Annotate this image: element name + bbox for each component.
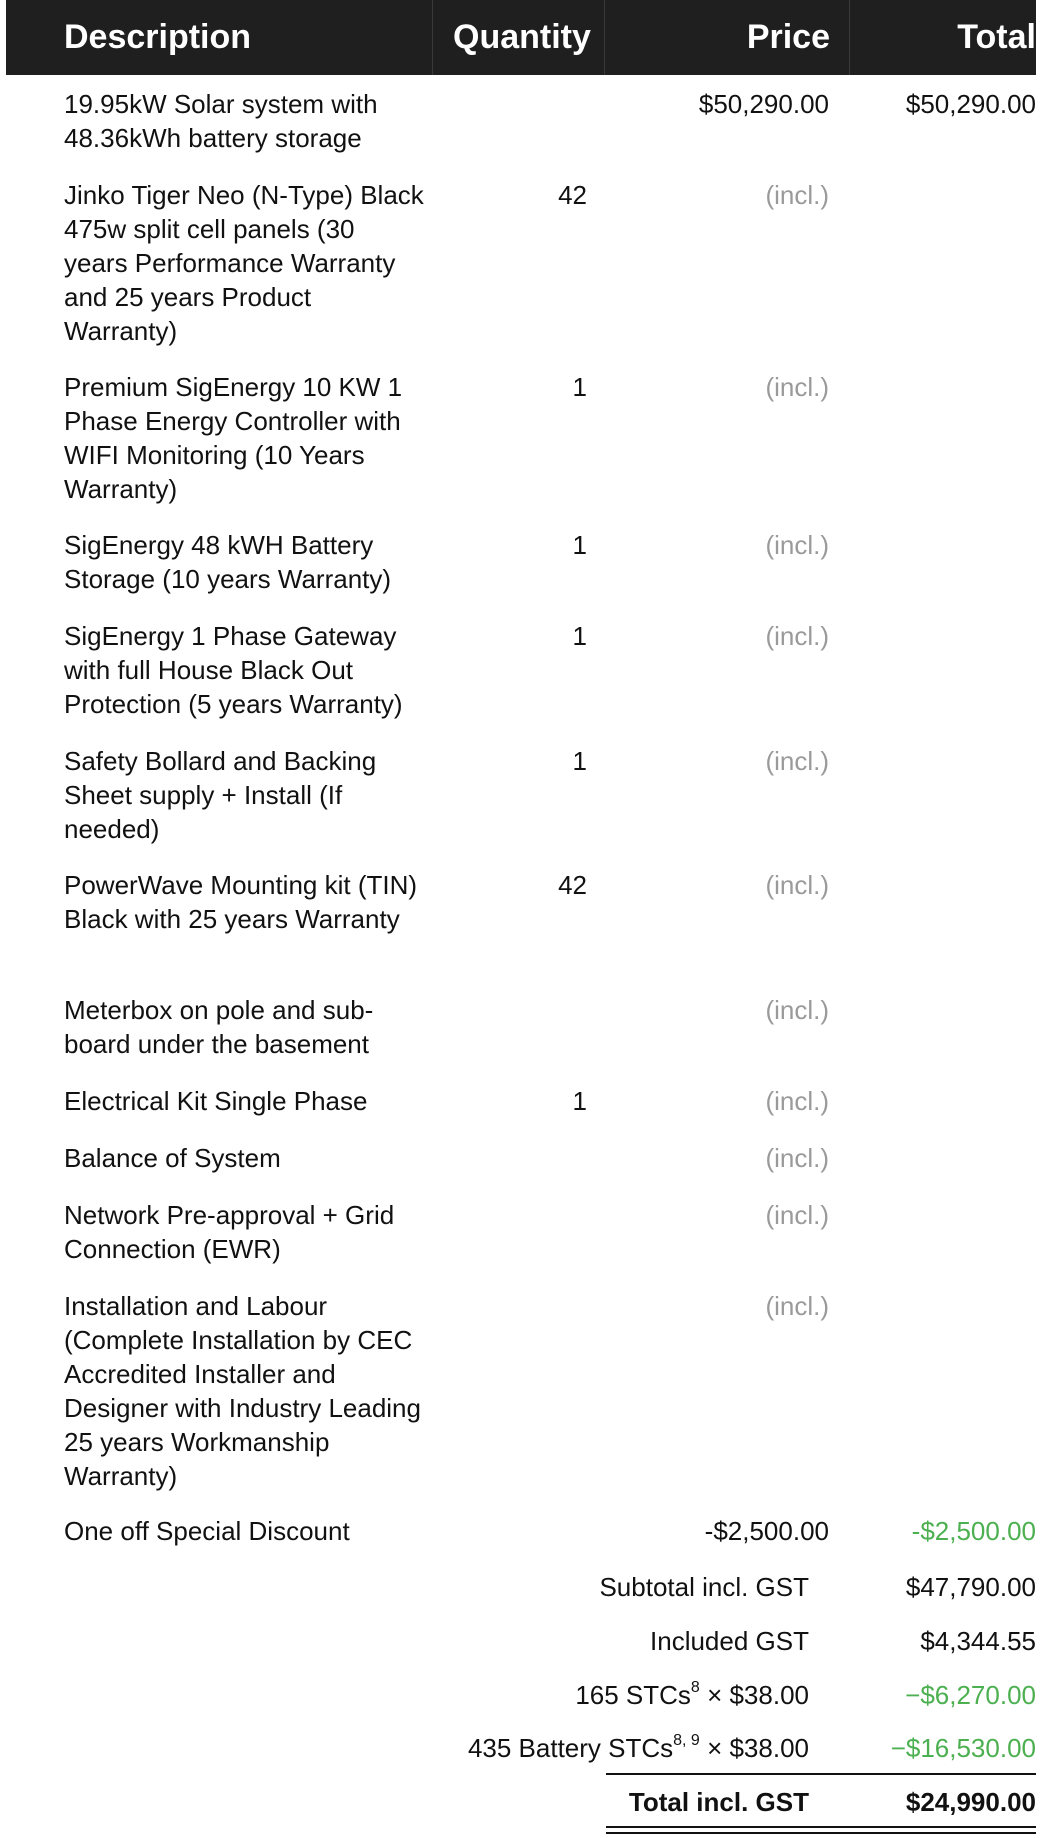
item-description: PowerWave Mounting kit (TIN) Black with 25 years Warranty [64,870,418,934]
item-price: (incl.) [765,372,829,402]
item-quantity: 1 [572,746,587,776]
gst-label: Included GST [650,1626,809,1656]
item-quantity: 42 [558,870,587,900]
total-double-underline [606,1826,1036,1828]
item-description: Meterbox on pole and sub-board under the basement [64,995,374,1059]
item-quantity: 1 [572,1086,587,1116]
item-description: Jinko Tiger Neo (N-Type) Black 475w split cell panels (30 years Performance Warranty and 25 years Product Warranty) [64,180,424,346]
item-description: Electrical Kit Single Phase [64,1086,368,1116]
item-price: (incl.) [765,530,829,560]
total-label: Total incl. GST [628,1787,809,1817]
column-header-price: Price [746,18,830,56]
subtotal-label: Subtotal incl. GST [599,1572,809,1602]
item-description: Premium SigEnergy 10 KW 1 Phase Energy Controller with WIFI Monitoring (10 Years Warranty) [64,372,403,504]
table-header [6,0,1036,75]
stc-rate: × $38.00 [707,1680,809,1710]
column-header-quantity: Quantity [453,18,591,56]
item-price: -$2,500.00 [704,1516,829,1546]
battery-stc-rate: × $38.00 [707,1733,809,1763]
battery-stc-row [0,1721,1058,1775]
stc-label [575,1668,809,1722]
battery-stc-footnote: 8, 9 [673,1732,700,1750]
gst-row [0,1614,1058,1668]
column-header-total: Total [957,18,1036,56]
item-description: One off Special Discount [64,1516,350,1546]
item-price: (incl.) [765,746,829,776]
item-price: (incl.) [765,1086,829,1116]
item-price: (incl.) [765,180,829,210]
item-description: SigEnergy 1 Phase Gateway with full House Black Out Protection (5 years Warranty) [64,621,403,719]
item-description: SigEnergy 48 kWH Battery Storage (10 years Warranty) [64,530,392,594]
item-quantity: 42 [558,180,587,210]
stc-footnote: 8 [690,1679,700,1697]
column-divider [432,0,433,75]
column-divider [849,0,850,75]
total-double-underline [606,1832,1036,1834]
battery-stc-value: −$16,530.00 [890,1733,1036,1763]
stc-value: −$6,270.00 [905,1680,1036,1710]
item-price: (incl.) [765,1291,829,1321]
total-row [0,1775,1058,1829]
item-price: $50,290.00 [698,89,829,119]
item-price: (incl.) [765,1200,829,1230]
column-divider [604,0,605,75]
total-value: $24,990.00 [905,1787,1036,1817]
gst-value: $4,344.55 [920,1626,1036,1656]
column-header-description: Description [64,18,252,56]
item-description: Safety Bollard and Backing Sheet supply + Install (If needed) [64,746,377,844]
battery-stc-label [468,1721,809,1775]
item-total: $50,290.00 [905,89,1036,119]
subtotal-value: $47,790.00 [905,1572,1036,1602]
item-quantity: 1 [572,530,587,560]
item-description: Balance of System [64,1143,281,1173]
item-description: 19.95kW Solar system with 48.36kWh battery storage [64,89,378,153]
item-quantity: 1 [572,372,587,402]
item-price: (incl.) [765,995,829,1025]
item-price: (incl.) [765,870,829,900]
battery-stc-label-main: 435 Battery STCs [467,1733,674,1763]
item-description: Network Pre-approval + Grid Connection (EWR) [64,1200,395,1264]
stc-label-main: 165 STCs [575,1680,691,1710]
item-price: (incl.) [765,621,829,651]
subtotal-row [0,1560,1058,1614]
item-price: (incl.) [765,1143,829,1173]
item-total: -$2,500.00 [911,1516,1036,1546]
stc-row [0,1668,1058,1722]
item-quantity: 1 [572,621,587,651]
item-description: Installation and Labour (Complete Installation by CEC Accredited Installer and Designer with Industry Leading 25 years Workmanship Warranty) [64,1291,421,1491]
